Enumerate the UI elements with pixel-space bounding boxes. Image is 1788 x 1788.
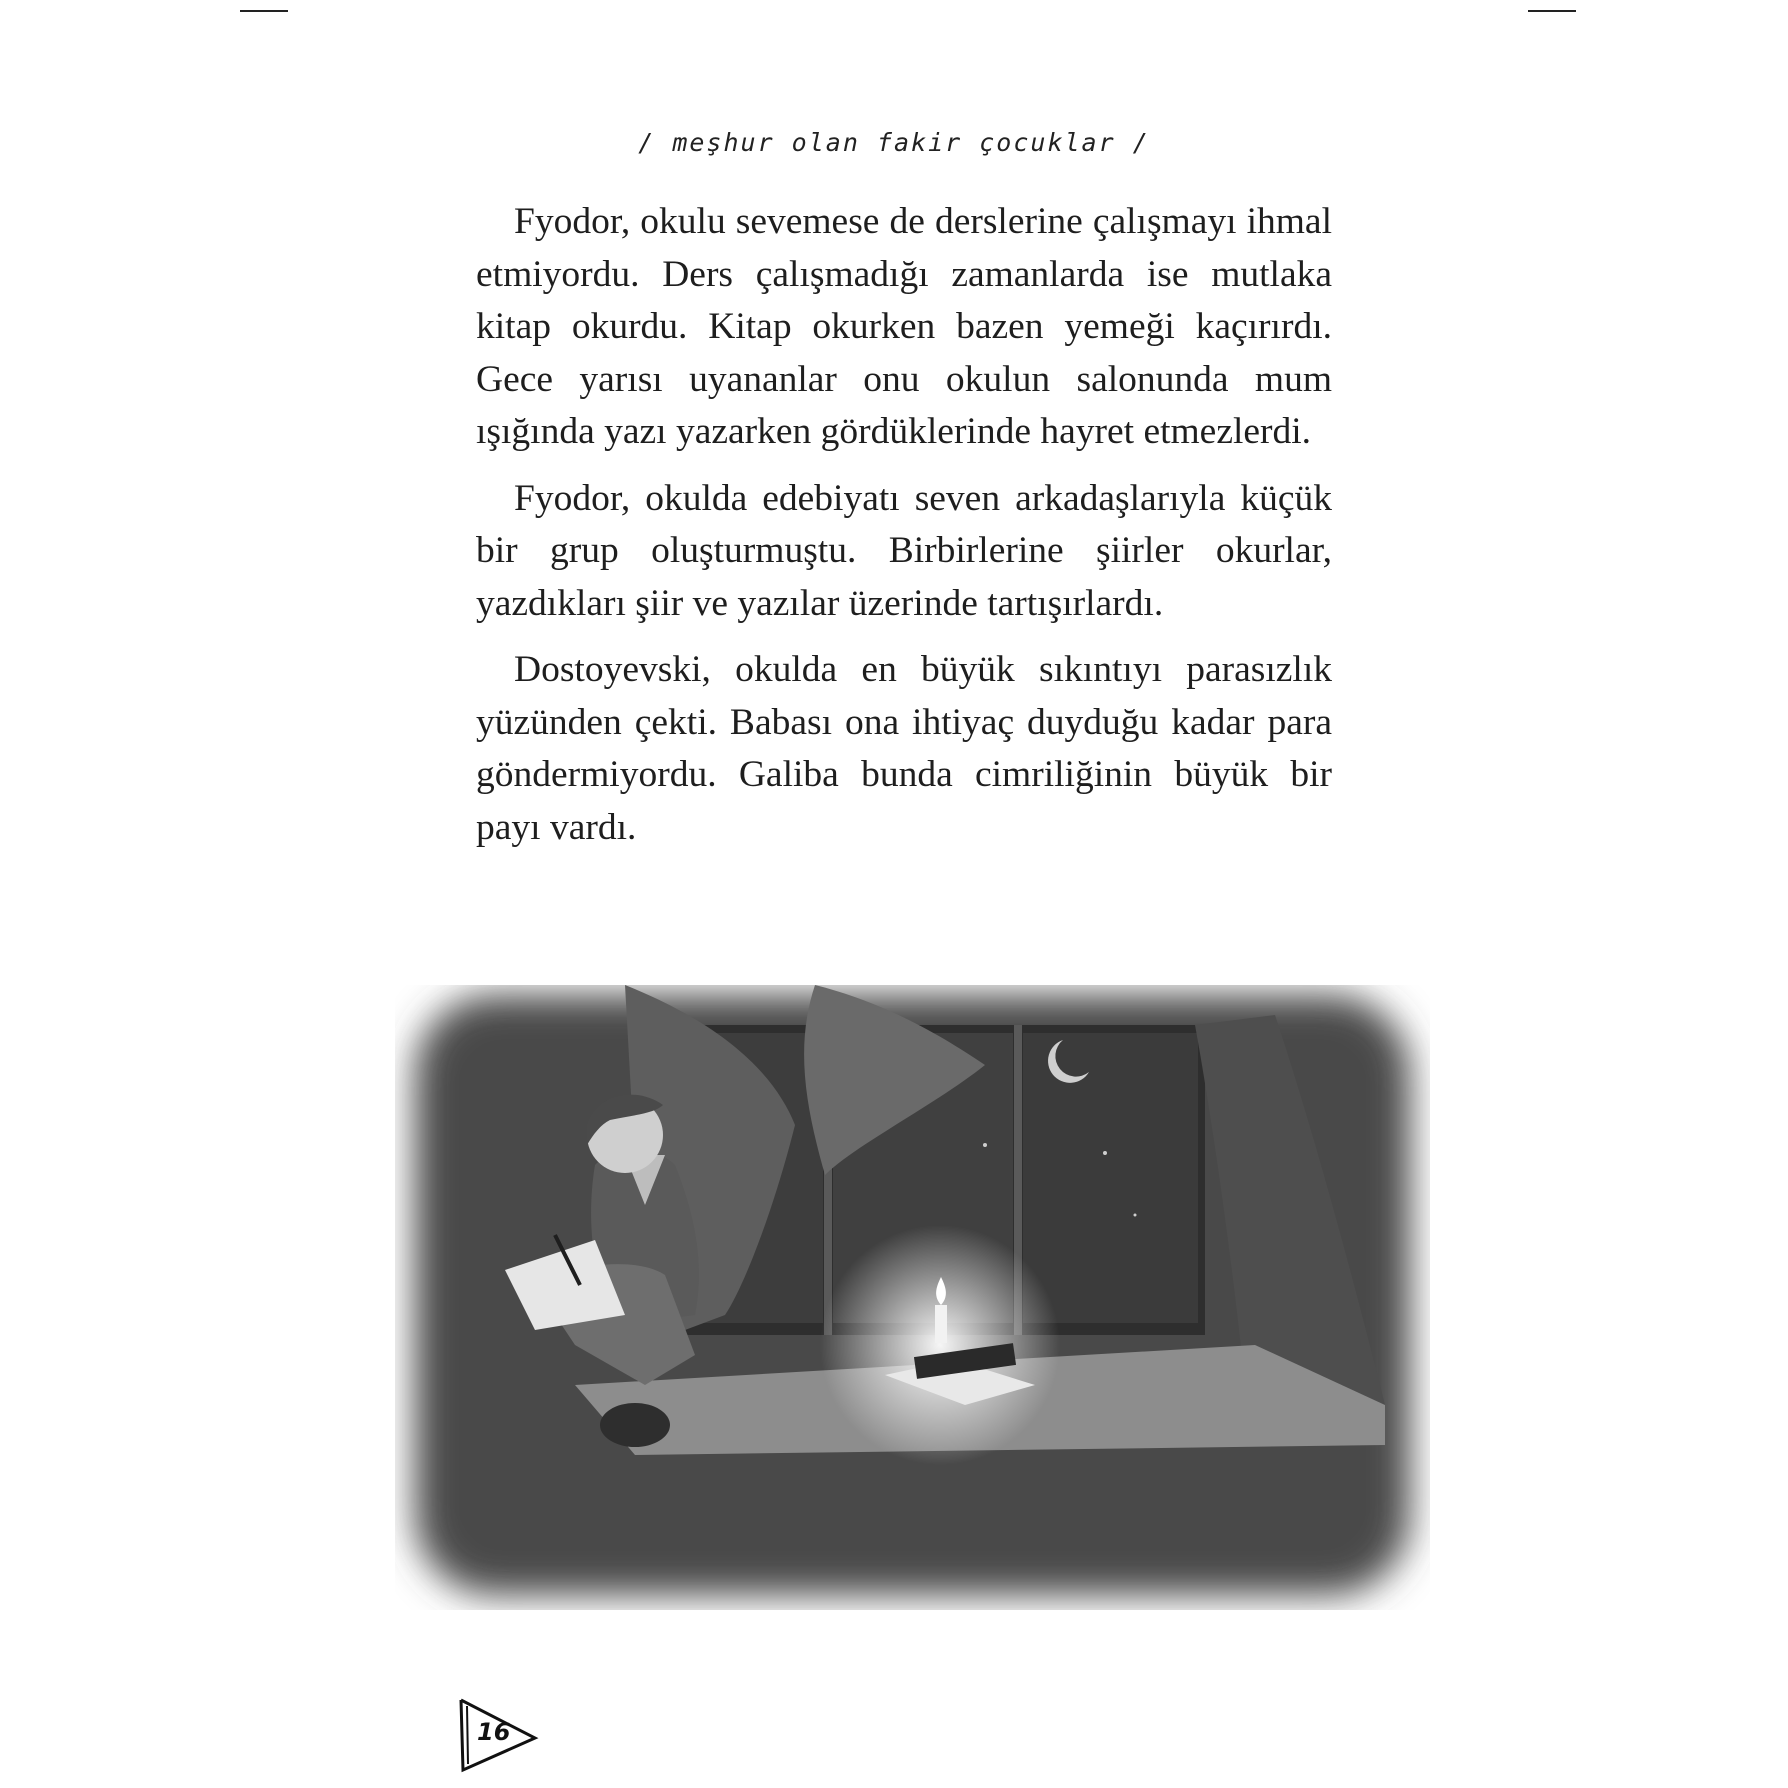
shoe: [600, 1403, 670, 1447]
page-number-badge: [455, 1696, 545, 1774]
crop-mark-right: [1528, 10, 1576, 12]
paragraph-2: Fyodor, okulda edebiyatı seven arkadaşlarıyla küçük bir grup oluşturmuştu. Birbirlerine şiirler okurlar, yazdıkları şiir ve yazılar üzerinde tartışırlardı.: [476, 477, 1332, 624]
illustration-boy-writing-by-candlelight: [395, 985, 1430, 1610]
candle-glow: [820, 1225, 1060, 1465]
body-text: [476, 196, 1332, 868]
page-number: 16: [477, 1718, 511, 1746]
paragraph-3: Dostoyevski, okulda en büyük sıkıntıyı parasızlık yüzünden çekti. Babası ona ihtiyaç duyduğu kadar para göndermiyordu. Galiba bunda cimriliğinin büyük bir payı vardı.: [476, 649, 1332, 848]
candle-icon: [935, 1305, 947, 1343]
paragraph-1: Fyodor, okulu sevemese de derslerine çalışmayı ihmal etmiyordu. Ders çalışmadığı zamanlarda ise mutlaka kitap okurdu. Kitap okurken bazen yemeği kaçırırdı. Gece yarısı uyananlar onu okulun salonunda mum ışığında yazı yazarken gördüklerinde hayret etmezlerdi.: [476, 201, 1332, 452]
crop-mark-left: [240, 10, 288, 12]
running-head: / meşhur olan fakir çocuklar /: [638, 128, 1150, 157]
